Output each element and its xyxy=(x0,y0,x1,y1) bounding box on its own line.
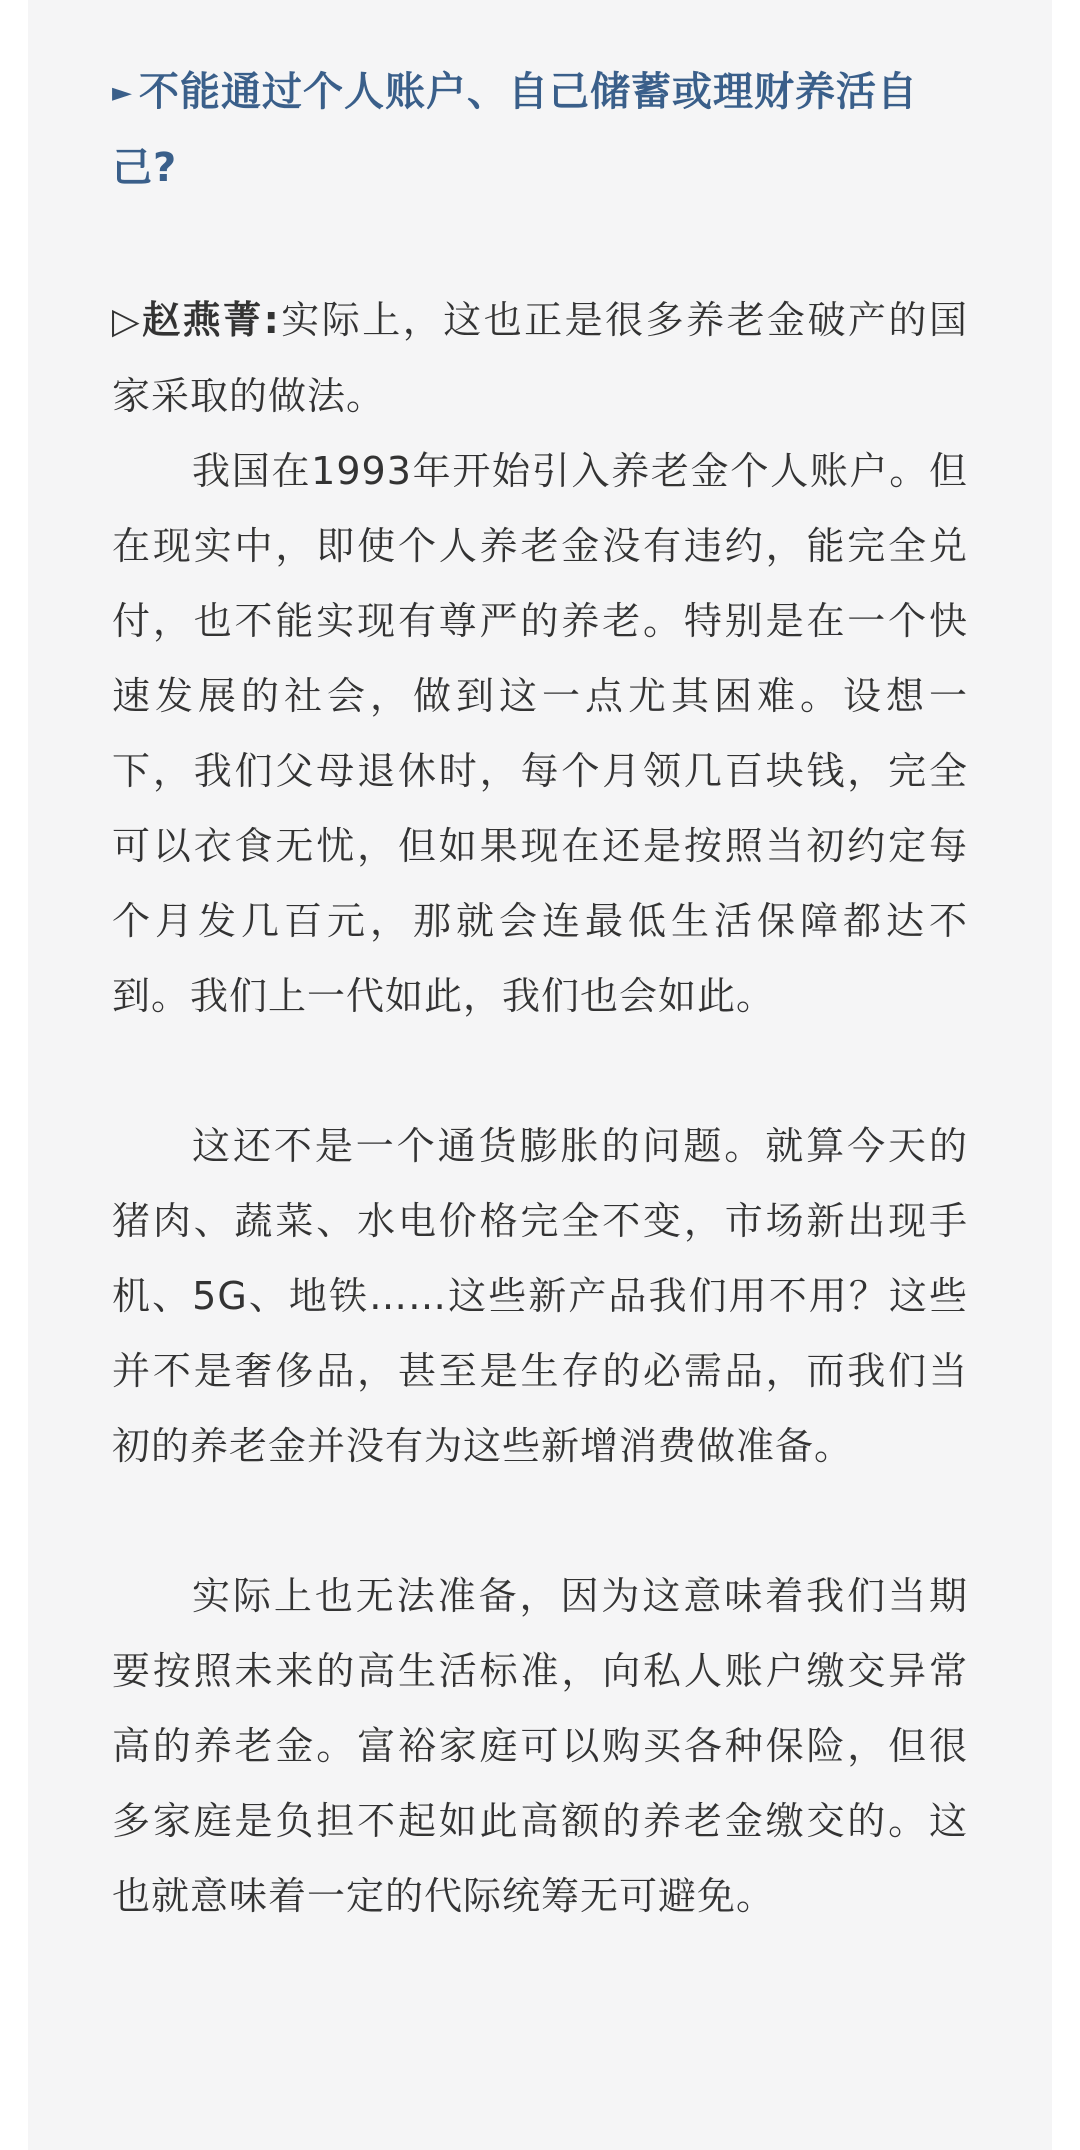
answer-intro-paragraph xyxy=(112,283,968,434)
article-body xyxy=(28,0,1052,2150)
body-paragraph-2: 这还不是一个通货膨胀的问题。就算今天的猪肉、蔬菜、水电价格完全不变，市场新出现手机、5G、地铁……这些新产品我们用不用？这些并不是奢侈品，甚至是生存的必需品，而我们当初的养老金并没有为这些新增消费做准备。 xyxy=(112,1124,968,1468)
section-heading xyxy=(112,55,968,206)
answer-intro-text: 实际上，这也正是很多养老金破产的国家采取的做法。 xyxy=(112,298,968,418)
speaker-name: 赵燕菁: xyxy=(140,298,280,342)
body-paragraph-3: 实际上也无法准备，因为这意味着我们当期要按照未来的高生活标准，向私人账户缴交异常高的养老金。富裕家庭可以购买各种保险，但很多家庭是负担不起如此高额的养老金缴交的。这也就意味着一定的代际统筹无可避免。 xyxy=(112,1574,968,1918)
speaker-triangle-icon: ▷ xyxy=(112,301,141,342)
triangle-marker-icon: ► xyxy=(112,78,133,108)
section-heading-text: 不能通过个人账户、自己储蓄或理财养活自己? xyxy=(112,69,918,191)
body-paragraph-1: 我国在1993年开始引入养老金个人账户。但在现实中，即使个人养老金没有违约，能完全兑付，也不能实现有尊严的养老。特别是在一个快速发展的社会，做到这一点尤其困难。设想一下，我们父母退休时，每个月领几百块钱，完全可以衣食无忧，但如果现在还是按照当初约定每个月发几百元，那就会连最低生活保障都达不到。我们上一代如此，我们也会如此。 xyxy=(112,449,968,1018)
